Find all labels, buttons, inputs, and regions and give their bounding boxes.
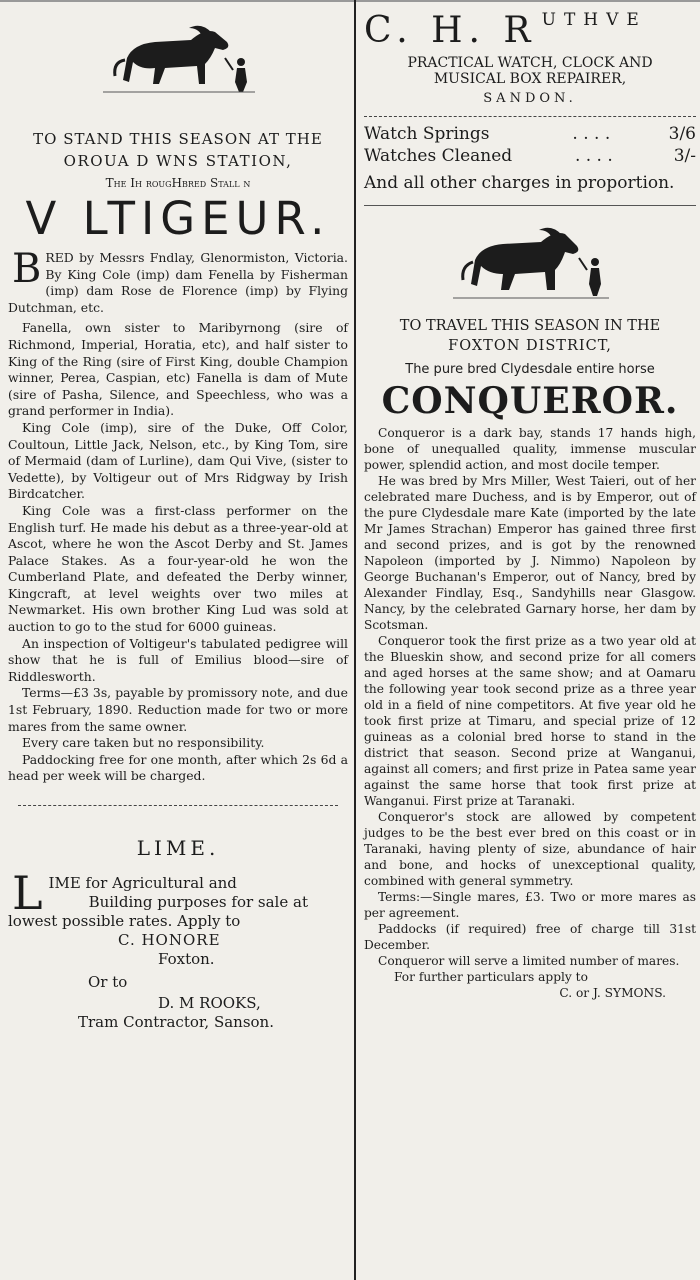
right-column <box>364 0 696 1280</box>
price-dots: . . . . <box>572 124 611 144</box>
lime-contact-1: C. HONORE <box>118 931 221 949</box>
conqueror-para-3: Conqueror took the first prize as a two year old at the Blueskin show, and second prize for all comers and aged horses at the same show; and at Oamaru the following year took second prize as a three year old in a field of nine competitors. At five year old he took first prize at Timaru, and special prize of 12 guineas as a colonial bred horse to stand in the district that season. Second prize at Wanganui, against all comers; and first prize in Patea same year against the same horse that took first prize at Wanganui. First prize at Taranaki. <box>364 634 696 808</box>
voltigeur-heading-2: OROUA D WNS STATION, <box>63 152 293 170</box>
conqueror-para-5: Terms:—Single mares, £3. Two or more mares as per agreement. <box>364 890 696 920</box>
voltigeur-body <box>8 246 348 785</box>
price-value: 3/- <box>673 146 696 166</box>
lime-contact-2: D. M ROOKS, <box>158 994 261 1012</box>
price-dots: . . . . <box>574 146 613 166</box>
lime-contact-2-role: Tram Contractor, Sanson. <box>78 1013 274 1031</box>
ruthven-line-2: MUSICAL BOX REPAIRER, <box>433 71 627 87</box>
ruthven-line-1: PRACTICAL WATCH, CLOCK AND <box>407 55 653 71</box>
conqueror-heading-2: FOXTON DISTRICT, <box>448 338 612 354</box>
conqueror-para-7: Conqueror will serve a limited number of mares. <box>378 954 680 968</box>
conqueror-title: CONQUEROR. <box>381 380 679 422</box>
conqueror-para-4: Conqueror's stock are allowed by competent judges to be the best ever bred on this coast or in Taranaki, having plenty of size, abundance of hair and bone, and hocks of unexceptional quality, combined with general symmetry. <box>364 810 696 888</box>
voltigeur-para-6: Every care taken but no responsibility. <box>22 735 265 751</box>
price-row <box>364 145 696 167</box>
conqueror-subheading: The pure bred Clydesdale entire horse <box>405 362 655 377</box>
conqueror-para-6: Paddocks (if required) free of charge till 31st December. <box>364 922 696 952</box>
lime-drop-cap: L <box>12 866 43 920</box>
column-rule <box>354 0 356 1280</box>
voltigeur-heading-3: The Ih rougHbred Stall n <box>105 176 251 190</box>
left-column <box>8 0 348 1280</box>
ruthven-name-big: C. H. R <box>364 10 537 51</box>
conqueror-para-1: Conqueror is a dark bay, stands 17 hands high, bone of unequalled quality, immense muscular power, splendid action, and most docile temper. <box>364 426 696 472</box>
conqueror-para-2: He was bred by Mrs Miller, West Taieri, out of her celebrated mare Duchess, and is by Emperor, out of the pure Clydesdale mare Kate (imported by the late Mr James Strachan) Emperor has gained three first and second prizes, and is got by the renowned Napoleon (imported by J. Nimmo) Napoleon by George Buchanan's Emperor, out of Nancy, bred by Alexander Findlay, Esq., Sandyhills near Glasgow. Nancy, by the celebrated Garnary horse, her dam by Scotsman. <box>364 474 696 632</box>
voltigeur-para-7: Paddocking free for one month, after which 2s 6d a head per week will be charged. <box>8 751 348 784</box>
horse-woodcut-icon <box>93 18 263 98</box>
ruthven-town: SANDON. <box>483 91 577 106</box>
voltigeur-para-1: Fanella, own sister to Maribyrnong (sire of Richmond, Imperial, Horatia, etc), and half sister to King of the Ring (sire of First King, double Champion winner, Perea, Caspian, etc) Fanella is dam of Mute (sire of Pasha, Silence, and Speechless, who was a grand performer in India). <box>8 320 348 419</box>
ruthven-footer: And all other charges in proportion. <box>364 173 675 193</box>
voltigeur-heading-1: TO STAND THIS SEASON AT THE <box>33 130 323 148</box>
price-label: Watches Cleaned <box>364 146 513 166</box>
voltigeur-para-3: King Cole was a first-class performer on the English turf. He made his debut as a three-year-old at Ascot, where he won the Ascot Derby and St. James Palace Stakes. As a four-year-old he won the Cumberland Plate, and defeated the Derby winner, Kingcraft, at level weights over two miles at Newmarket. His own brother King Lud was sold at auction to go to the stud for 6000 guineas. <box>8 502 348 635</box>
voltigeur-para-4: An inspection of Voltigeur's tabulated pedigree will show that he is full of Emilius blood—sire of Riddlesworth. <box>8 635 348 684</box>
lime-title: LIME. <box>136 836 220 860</box>
separator <box>364 116 696 117</box>
voltigeur-title: V LTIGEUR. <box>25 192 331 245</box>
ruthven-name-small: UTHVE <box>541 10 647 30</box>
price-value: 3/6 <box>668 124 696 144</box>
conqueror-heading-1: TO TRAVEL THIS SEASON IN THE <box>399 318 661 334</box>
voltigeur-para-5: Terms—£3 3s, payable by promissory note, and due 1st February, 1890. Reduction made for two or more mares from the same owner. <box>8 685 348 734</box>
lime-or: Or to <box>88 973 128 991</box>
lime-contact-1-place: Foxton. <box>158 950 215 968</box>
lime-line-2: Building purposes for sale at <box>88 893 308 911</box>
lime-body <box>8 866 348 1032</box>
price-label: Watch Springs <box>364 124 490 144</box>
lime-line-1: IME for Agricultural and <box>48 874 237 892</box>
conqueror-body <box>364 425 696 1001</box>
ruthven-name <box>364 10 696 51</box>
voltigeur-drop-cap: B <box>12 246 42 292</box>
clydesdale-woodcut-icon <box>445 222 615 304</box>
voltigeur-intro: RED by Messrs Fndlay, Glenormiston, Victoria. By King Cole (imp) dam Fenella by Fisherman (imp) dam Rose de Florence (imp) by Flying Dutchman, etc. <box>8 250 348 315</box>
price-row <box>364 123 696 145</box>
ruthven-price-list <box>364 123 696 167</box>
conqueror-para-8: For further particulars apply to <box>394 970 588 984</box>
voltigeur-para-2: King Cole (imp), sire of the Duke, Off Color, Coultoun, Little Jack, Nelson, etc., by King Tom, sire of Mermaid (dam of Lurline), dam Qui Vive, (sister to Vedette), by Voltigeur out of Mrs Ridgway by Irish Birdcatcher. <box>8 419 348 502</box>
conqueror-para-9: C. or J. SYMONS. <box>559 986 666 1000</box>
separator <box>18 805 338 806</box>
lime-line-3: lowest possible rates. Apply to <box>8 912 241 930</box>
separator <box>364 205 696 206</box>
